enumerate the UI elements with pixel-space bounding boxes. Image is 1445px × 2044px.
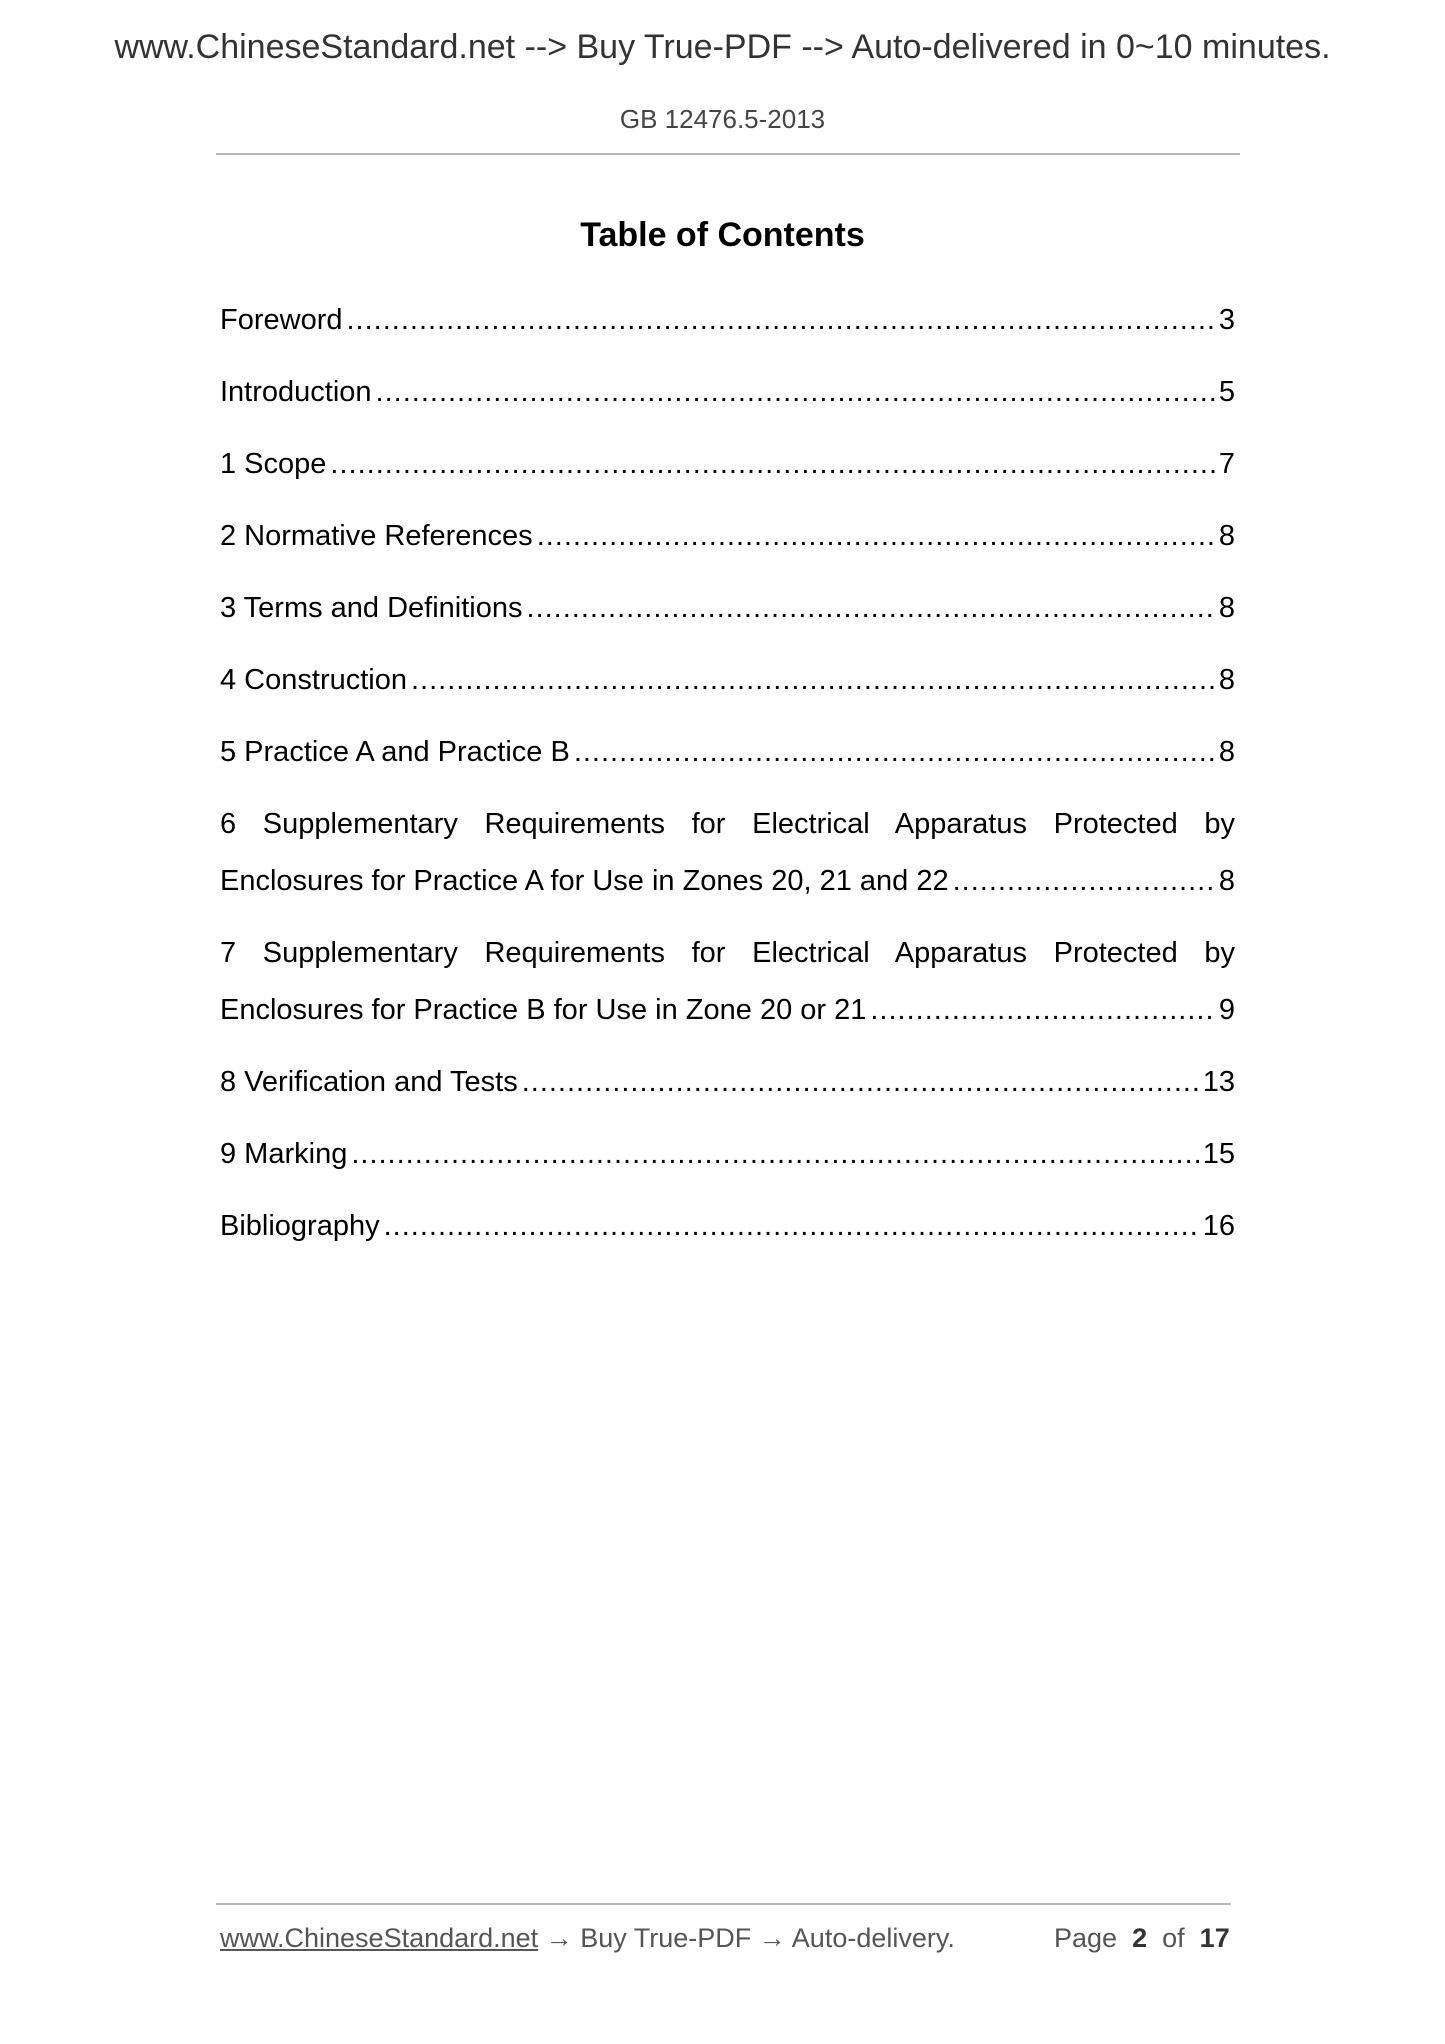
page-total: 17 (1199, 1923, 1230, 1953)
toc-leader-dots (522, 1062, 1199, 1102)
toc-leader-dots (537, 516, 1215, 556)
footer-promo (220, 1923, 955, 1954)
toc-leader-dots (347, 300, 1215, 340)
toc-entry-page: 8 (1218, 865, 1235, 897)
toc-entry-label: 5 Practice A and Practice B (220, 736, 570, 768)
toc-leader-dots (870, 990, 1215, 1030)
toc-entry-page: 15 (1202, 1138, 1235, 1170)
toc-entry-practice-a-and-b[interactable] (220, 732, 1235, 772)
toc-entry-page: 9 (1218, 994, 1235, 1026)
header-divider (216, 153, 1240, 155)
toc-entry-label: 3 Terms and Definitions (220, 592, 523, 624)
toc-entry-construction[interactable] (220, 660, 1235, 700)
footer-buy-text: Buy True-PDF (580, 1923, 752, 1953)
toc-entry-label: 4 Construction (220, 664, 407, 696)
toc-leader-dots (330, 444, 1214, 484)
toc-leader-dots (376, 372, 1215, 412)
toc-entry-label: 8 Verification and Tests (220, 1066, 518, 1098)
toc-entry-label: Introduction (220, 376, 372, 408)
page-word: Page (1054, 1923, 1118, 1953)
toc-entry-page: 8 (1218, 520, 1235, 552)
toc-entry-label: Enclosures for Practice A for Use in Zones 20, 21 and 22 (220, 865, 949, 897)
page-current: 2 (1132, 1923, 1148, 1953)
toc-leader-dots (411, 660, 1215, 700)
toc-entry-section-6-line1[interactable] (220, 804, 1235, 844)
toc-entry-introduction[interactable] (220, 372, 1235, 412)
footer-divider (216, 1903, 1231, 1905)
toc-entry-normative-references[interactable] (220, 516, 1235, 556)
toc-leader-dots (351, 1134, 1198, 1174)
toc-entry-bibliography[interactable] (220, 1206, 1235, 1246)
toc-entry-terms-and-definitions[interactable] (220, 588, 1235, 628)
arrow-right-icon: → (545, 1923, 573, 1953)
toc-entry-foreword[interactable] (220, 300, 1235, 340)
toc-entry-page: 3 (1218, 304, 1235, 336)
page-of-word: of (1162, 1923, 1185, 1953)
toc-entry-page: 8 (1218, 736, 1235, 768)
toc-leader-dots (953, 861, 1215, 901)
toc-entry-label: 9 Marking (220, 1138, 348, 1170)
toc-entry-section-7-line2[interactable] (220, 990, 1235, 1030)
toc-entry-label: 7 Supplementary Requirements for Electrical Apparatus Protected by (220, 937, 1235, 969)
toc-entry-marking[interactable] (220, 1134, 1235, 1174)
toc-entry-verification-and-tests[interactable] (220, 1062, 1235, 1102)
arrow-right-icon: → (758, 1923, 786, 1953)
toc-entry-page: 5 (1218, 376, 1235, 408)
toc-entry-section-7-line1[interactable] (220, 933, 1235, 973)
toc-entry-page: 16 (1202, 1210, 1235, 1242)
toc-leader-dots (527, 588, 1215, 628)
footer-site-link[interactable]: www.ChineseStandard.net (220, 1923, 539, 1953)
toc-entry-label: 2 Normative References (220, 520, 533, 552)
toc-title: Table of Contents (580, 216, 865, 254)
toc-entry-page: 8 (1218, 592, 1235, 624)
toc-entry-page: 13 (1202, 1066, 1235, 1098)
toc-entry-label: Bibliography (220, 1210, 380, 1242)
toc-entry-label: 6 Supplementary Requirements for Electrical Apparatus Protected by (220, 808, 1235, 840)
footer-delivery-text: Auto-delivery. (791, 1923, 955, 1953)
toc-entry-section-6-line2[interactable] (220, 861, 1235, 901)
toc-entry-label: Foreword (220, 304, 343, 336)
toc-entry-label: 1 Scope (220, 448, 327, 480)
toc-leader-dots (384, 1206, 1199, 1246)
page-indicator (1054, 1923, 1230, 1954)
document-code: GB 12476.5-2013 (619, 104, 826, 134)
toc-entry-label: Enclosures for Practice B for Use in Zone 20 or 21 (220, 994, 867, 1026)
toc-entry-page: 7 (1218, 448, 1235, 480)
banner-text: www.ChineseStandard.net --> Buy True-PDF --> Auto-delivered in 0~10 minutes. (114, 28, 1331, 66)
toc-entry-scope[interactable] (220, 444, 1235, 484)
toc-leader-dots (574, 732, 1215, 772)
toc-entry-page: 8 (1218, 664, 1235, 696)
